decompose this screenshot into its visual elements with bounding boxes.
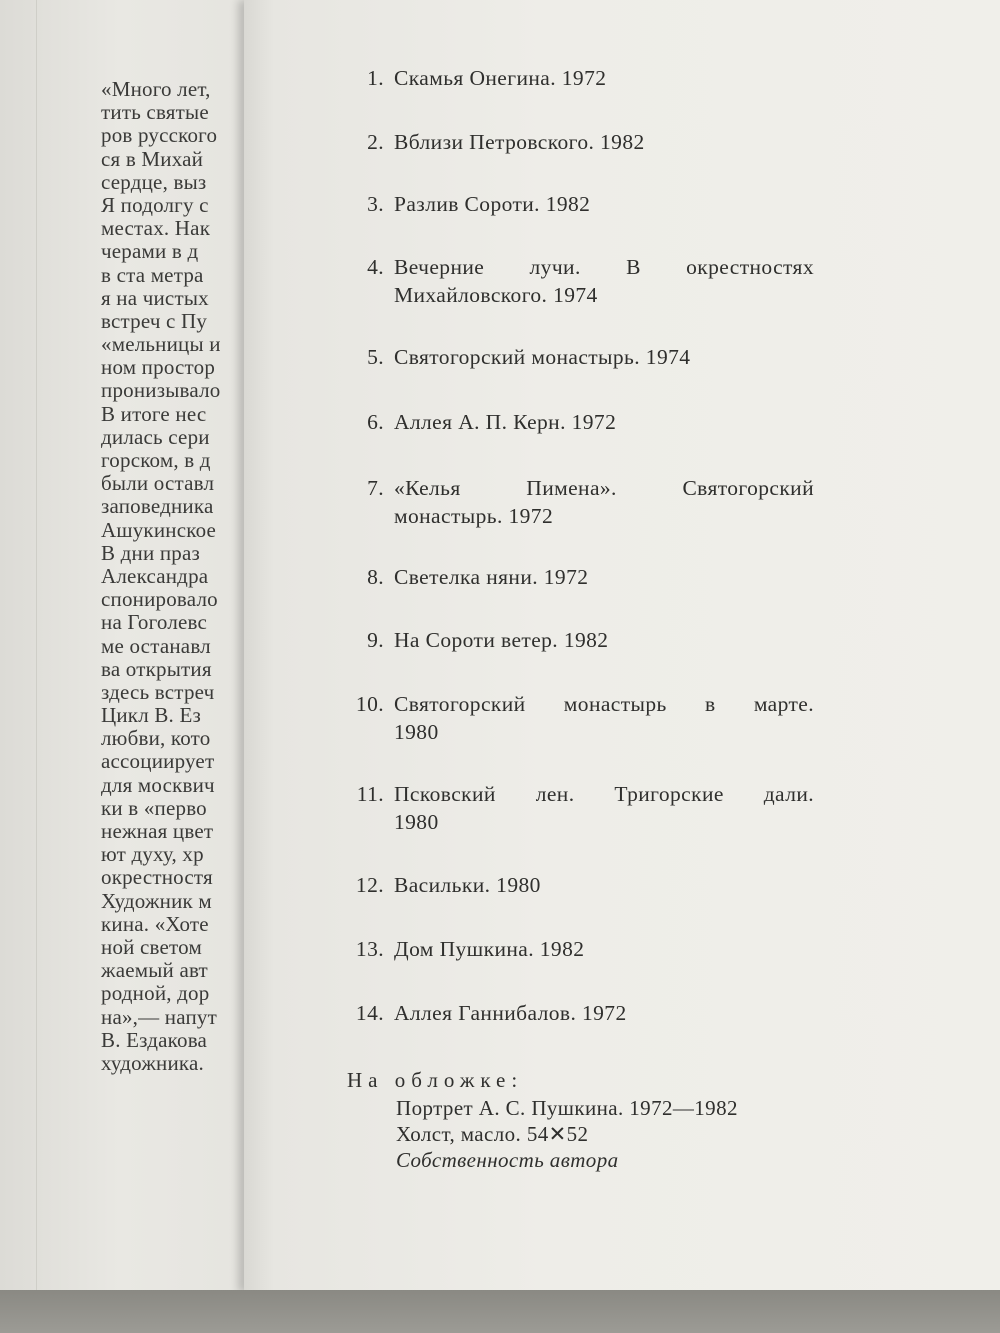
left-page-line: черами в д <box>101 240 199 264</box>
cover-portrait: Портрет А. С. Пушкина. 1972—1982 <box>396 1096 738 1120</box>
left-page-line: Цикл В. Ез <box>101 704 201 728</box>
left-page-line: на»,— напут <box>101 1005 217 1029</box>
left-page-line: в ста метра <box>101 263 204 287</box>
left-page-line: пронизывало <box>101 379 221 403</box>
list-item-title: 1980 <box>394 810 439 834</box>
list-item-number: 10. <box>355 692 384 716</box>
left-page-line: Художник м <box>101 889 212 913</box>
left-page-line: были оставл <box>101 472 215 496</box>
list-item-title: Васильки. 1980 <box>394 873 541 897</box>
left-page-line: для москвич <box>101 773 215 797</box>
left-page-line: любви, кото <box>101 727 211 751</box>
list-item-number: 3. <box>367 192 384 216</box>
left-page-line: ся в Михай <box>101 147 204 171</box>
left-page-line: ки в «перво <box>101 796 207 820</box>
list-item-title: Аллея А. П. Керн. 1972 <box>394 410 617 434</box>
left-page-line: на Гоголевс <box>101 611 208 635</box>
left-page-line: родной, дор <box>101 982 210 1006</box>
list-item-title: Святогорский монастырь. 1974 <box>394 345 691 369</box>
cover-heading: На обложке: <box>347 1068 524 1092</box>
left-page-line: ме останавл <box>101 634 211 658</box>
list-item-title: Михайловского. 1974 <box>394 283 598 307</box>
left-page-line: Александра <box>101 564 209 588</box>
left-page-line: тить святые <box>101 101 209 125</box>
left-page-line: Ашукинское <box>101 518 217 542</box>
page-fold <box>36 0 37 1290</box>
left-page-line: встреч с Пу <box>101 309 208 333</box>
left-page-line: я на чистых <box>101 286 209 310</box>
left-page-line: ассоциирует <box>101 750 215 774</box>
list-item-title: Светелка няни. 1972 <box>394 565 589 589</box>
list-item-title: На Сороти ветер. 1982 <box>394 628 609 652</box>
bottom-edge <box>0 1290 1000 1333</box>
list-item-number: 4. <box>367 255 384 279</box>
list-item-title: монастырь. 1972 <box>394 504 554 528</box>
left-page-line: В. Ездакова <box>101 1028 208 1052</box>
list-item-title: Разлив Сороти. 1982 <box>394 192 591 216</box>
list-item-title: Псковский лен. Тригорские дали. <box>394 782 814 806</box>
left-page-line: дилась сери <box>101 425 210 449</box>
left-page-line: нежная цвет <box>101 820 214 843</box>
list-item-number: 11. <box>356 782 384 806</box>
left-page-line: спонировало <box>101 588 218 612</box>
cover-medium: Холст, масло. 54✕52 <box>396 1122 589 1146</box>
list-item-number: 7. <box>367 476 384 500</box>
list-item-number: 6. <box>367 410 384 434</box>
list-item-number: 1. <box>367 66 384 90</box>
list-item-number: 12. <box>355 873 384 897</box>
left-page-line: «Много лет, <box>101 78 211 101</box>
left-page-line: художника. <box>101 1051 204 1075</box>
list-item-number: 2. <box>367 130 384 154</box>
list-item-title: Вечерние лучи. В окрестностях <box>394 255 814 279</box>
left-page-line: «мельницы и <box>101 333 221 357</box>
left-page-line: ном простор <box>101 356 216 380</box>
list-item-title: Аллея Ганнибалов. 1972 <box>394 1001 627 1025</box>
left-page-line: жаемый авт <box>101 959 208 983</box>
left-page-line: заповедника <box>101 495 214 519</box>
list-item-title: Дом Пушкина. 1982 <box>394 937 585 961</box>
left-page-line: В итоге нес <box>101 402 207 426</box>
left-page-line: ров русского <box>101 124 218 148</box>
left-page-line: окрестностя <box>101 866 213 890</box>
list-item-number: 8. <box>367 565 384 589</box>
list-item-title: 1980 <box>394 720 439 744</box>
list-item-title: Скамья Онегина. 1972 <box>394 66 607 90</box>
list-item-number: 5. <box>367 345 384 369</box>
left-page-text <box>101 78 261 1075</box>
list-item-number: 14. <box>355 1001 384 1025</box>
left-page-line: ной светом <box>101 935 202 959</box>
list-item-title: Вблизи Петровского. 1982 <box>394 130 645 154</box>
list-item-title: «Келья Пимена». Святогорский <box>394 476 814 500</box>
left-page-line: Я подолгу с <box>101 193 209 217</box>
list-item-number: 9. <box>367 628 384 652</box>
left-page-line: В дни праз <box>101 541 201 565</box>
left-page-line: ва открытия <box>101 657 212 681</box>
cover-ownership: Собственность автора <box>396 1148 619 1172</box>
left-page-line: горском, в д <box>101 449 211 472</box>
left-page-line: местах. Нак <box>101 217 211 241</box>
left-page-line: здесь встреч <box>101 680 215 704</box>
left-page-line: кина. «Хоте <box>101 912 209 936</box>
left-page-line: ют духу, хр <box>101 843 204 867</box>
left-page-line: сердце, выз <box>101 170 207 194</box>
list-item-title: Святогорский монастырь в марте. <box>394 692 814 716</box>
list-item-number: 13. <box>355 937 384 961</box>
